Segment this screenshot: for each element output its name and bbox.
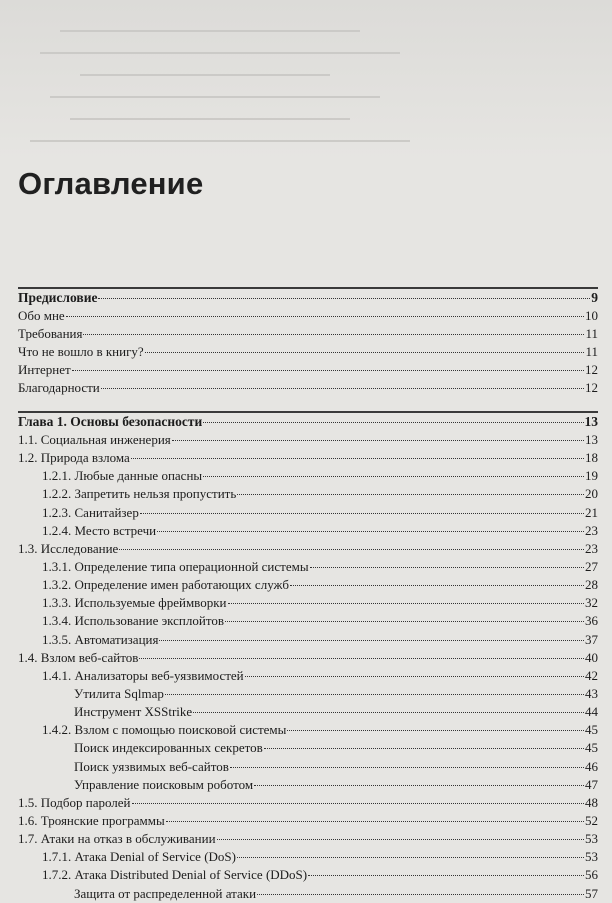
toc-entry-title: Интернет bbox=[18, 362, 71, 378]
toc-entry[interactable] bbox=[18, 307, 598, 325]
toc-entry[interactable] bbox=[18, 594, 598, 612]
toc-page-number: 19 bbox=[585, 468, 598, 484]
toc-entry[interactable] bbox=[18, 866, 598, 884]
dot-leader bbox=[98, 288, 590, 299]
toc-entry[interactable] bbox=[18, 576, 598, 594]
dot-leader bbox=[203, 466, 584, 477]
toc-page-number: 53 bbox=[585, 849, 598, 865]
toc-entry[interactable] bbox=[18, 703, 598, 721]
toc-entry-title: 1.6. Троянские программы bbox=[18, 812, 165, 828]
toc-page-number: 11 bbox=[585, 325, 598, 341]
toc-entry-title: 1.4. Взлом веб-сайтов bbox=[18, 649, 139, 665]
toc-entry-title: 1.7.1. Атака Denial of Service (DoS) bbox=[42, 849, 236, 865]
toc-entry-title: 1.5. Подбор паролей bbox=[18, 794, 131, 810]
toc-entry[interactable] bbox=[18, 685, 598, 703]
dot-leader bbox=[157, 521, 584, 532]
toc-entry-title: 1.2.2. Запретить нельзя пропустить bbox=[42, 486, 237, 502]
dot-leader bbox=[225, 611, 584, 622]
dot-leader bbox=[193, 702, 584, 713]
toc-entry-title: 1.1. Социальная инженерия bbox=[18, 431, 171, 447]
toc-entry[interactable] bbox=[18, 776, 598, 794]
toc-entry[interactable] bbox=[18, 522, 598, 540]
toc-entry[interactable] bbox=[18, 449, 598, 467]
toc-page-number: 56 bbox=[585, 867, 598, 883]
toc-entry-title: 1.3.4. Использование эксплойтов bbox=[42, 613, 224, 629]
toc-page-number: 9 bbox=[591, 289, 598, 305]
dot-leader bbox=[83, 324, 584, 335]
toc-page-number: 48 bbox=[585, 794, 598, 810]
dot-leader bbox=[159, 630, 584, 641]
dot-leader bbox=[119, 539, 584, 550]
dot-leader bbox=[310, 557, 584, 568]
toc-entry[interactable] bbox=[18, 485, 598, 503]
toc-entry-title: 1.2.1. Любые данные опасны bbox=[42, 468, 203, 484]
toc-entry-title: 1.3.5. Автоматизация bbox=[42, 631, 159, 647]
dot-leader bbox=[145, 342, 585, 353]
toc-entry[interactable] bbox=[18, 612, 598, 630]
toc-entry[interactable] bbox=[18, 361, 598, 379]
toc-entry-title: 1.2. Природа взлома bbox=[18, 450, 130, 466]
toc-entry[interactable] bbox=[18, 540, 598, 558]
toc-entry[interactable] bbox=[18, 812, 598, 830]
page-title: Оглавление bbox=[18, 166, 204, 201]
toc-entry-title: Поиск уязвимых веб-сайтов bbox=[74, 758, 229, 774]
dot-leader bbox=[132, 793, 584, 804]
toc-entry-title: Инструмент XSStrike bbox=[74, 704, 193, 720]
show-through-background bbox=[0, 0, 612, 160]
toc-page-number: 11 bbox=[585, 343, 598, 359]
toc-entry-title: Утилита Sqlmap bbox=[74, 685, 164, 701]
toc-page-number: 52 bbox=[585, 812, 598, 828]
toc-page-number: 43 bbox=[585, 685, 598, 701]
section-gap bbox=[18, 397, 598, 411]
toc-entry[interactable] bbox=[18, 758, 598, 776]
toc-entry-title: 1.4.2. Взлом с помощью поисковой системы bbox=[42, 722, 287, 738]
dot-leader bbox=[230, 757, 584, 768]
toc-entry[interactable] bbox=[18, 848, 598, 866]
toc-page-number: 13 bbox=[584, 413, 598, 429]
dot-leader bbox=[254, 775, 584, 786]
toc-entry[interactable] bbox=[18, 379, 598, 397]
dot-leader bbox=[257, 884, 584, 895]
toc-page-number: 21 bbox=[585, 504, 598, 520]
toc-page-number: 46 bbox=[585, 758, 598, 774]
toc-page-number: 28 bbox=[585, 577, 598, 593]
toc-chapter-entry[interactable] bbox=[18, 289, 598, 307]
dot-leader bbox=[139, 648, 584, 659]
toc-page-number: 23 bbox=[585, 522, 598, 538]
toc-entry-title: Благодарности bbox=[18, 380, 100, 396]
toc-entry-title: Обо мне bbox=[18, 307, 65, 323]
toc-entry-title: 1.3.1. Определение типа операционной системы bbox=[42, 558, 309, 574]
toc-entry[interactable] bbox=[18, 558, 598, 576]
dot-leader bbox=[72, 360, 584, 371]
toc-entry-title: 1.3.3. Используемые фреймворки bbox=[42, 595, 227, 611]
toc-entry-title: 1.3.2. Определение имен работающих служб bbox=[42, 577, 289, 593]
toc-entry[interactable] bbox=[18, 794, 598, 812]
toc-page-number: 12 bbox=[585, 380, 598, 396]
toc-page-number: 18 bbox=[585, 450, 598, 466]
toc-entry[interactable] bbox=[18, 721, 598, 739]
dot-leader bbox=[290, 575, 584, 586]
toc-page-number: 27 bbox=[585, 558, 598, 574]
toc-entry-title: 1.4.1. Анализаторы веб-уязвимостей bbox=[42, 667, 244, 683]
dot-leader bbox=[308, 865, 584, 876]
toc-entry-title: 1.7. Атаки на отказ в обслуживании bbox=[18, 831, 216, 847]
dot-leader bbox=[228, 593, 584, 604]
toc-page-number: 37 bbox=[585, 631, 598, 647]
toc-page-number: 13 bbox=[585, 431, 598, 447]
toc-entry[interactable] bbox=[18, 739, 598, 757]
toc-page-number: 44 bbox=[585, 704, 598, 720]
toc-entry[interactable] bbox=[18, 504, 598, 522]
dot-leader bbox=[245, 666, 584, 677]
toc-chapter-entry[interactable] bbox=[18, 413, 598, 431]
dot-leader bbox=[203, 412, 583, 423]
toc-entry[interactable] bbox=[18, 631, 598, 649]
toc-entry-title: Поиск индексированных секретов bbox=[74, 740, 263, 756]
toc-entry-title: Требования bbox=[18, 325, 83, 341]
toc-page-number: 53 bbox=[585, 831, 598, 847]
toc-entry-title: Управление поисковым роботом bbox=[74, 776, 254, 792]
dot-leader bbox=[237, 484, 584, 495]
toc-entry-title: 1.2.4. Место встречи bbox=[42, 522, 157, 538]
toc-entry[interactable] bbox=[18, 343, 598, 361]
toc-entry[interactable] bbox=[18, 649, 598, 667]
dot-leader bbox=[140, 503, 584, 514]
dot-leader bbox=[131, 448, 584, 459]
toc-entry[interactable] bbox=[18, 431, 598, 449]
toc-entry[interactable] bbox=[18, 325, 598, 343]
toc-page-number: 10 bbox=[585, 307, 598, 323]
dot-leader bbox=[264, 738, 584, 749]
toc-page-number: 42 bbox=[585, 667, 598, 683]
toc-page-number: 20 bbox=[585, 486, 598, 502]
toc-page-number: 36 bbox=[585, 613, 598, 629]
dot-leader bbox=[237, 847, 584, 858]
toc-entry-title: 1.3. Исследование bbox=[18, 540, 119, 556]
toc-entry-title: Предисловие bbox=[18, 289, 98, 305]
dot-leader bbox=[172, 430, 584, 441]
toc-page-number: 47 bbox=[585, 776, 598, 792]
toc-page-number: 23 bbox=[585, 540, 598, 556]
toc-page-number: 45 bbox=[585, 722, 598, 738]
dot-leader bbox=[287, 720, 584, 731]
toc-page-number: 32 bbox=[585, 595, 598, 611]
toc-entry-title: Что не вошло в книгу? bbox=[18, 343, 144, 359]
dot-leader bbox=[166, 811, 584, 822]
toc-page-number: 12 bbox=[585, 362, 598, 378]
toc-page-number: 40 bbox=[585, 649, 598, 665]
toc-entry-title: 1.7.2. Атака Distributed Denial of Service (DDoS) bbox=[42, 867, 308, 883]
toc-entry-title: Защита от распределенной атаки bbox=[74, 885, 257, 901]
toc-entry-title: 1.2.3. Санитайзер bbox=[42, 504, 139, 520]
toc-entry-title: Глава 1. Основы безопасности bbox=[18, 413, 203, 429]
toc-page-number: 45 bbox=[585, 740, 598, 756]
toc-entry[interactable] bbox=[18, 467, 598, 485]
toc-entry[interactable] bbox=[18, 667, 598, 685]
dot-leader bbox=[217, 829, 584, 840]
dot-leader bbox=[66, 306, 584, 317]
table-of-contents bbox=[18, 287, 598, 903]
toc-page-number: 57 bbox=[585, 885, 598, 901]
toc-entry[interactable] bbox=[18, 830, 598, 848]
dot-leader bbox=[101, 378, 584, 389]
dot-leader bbox=[165, 684, 584, 695]
